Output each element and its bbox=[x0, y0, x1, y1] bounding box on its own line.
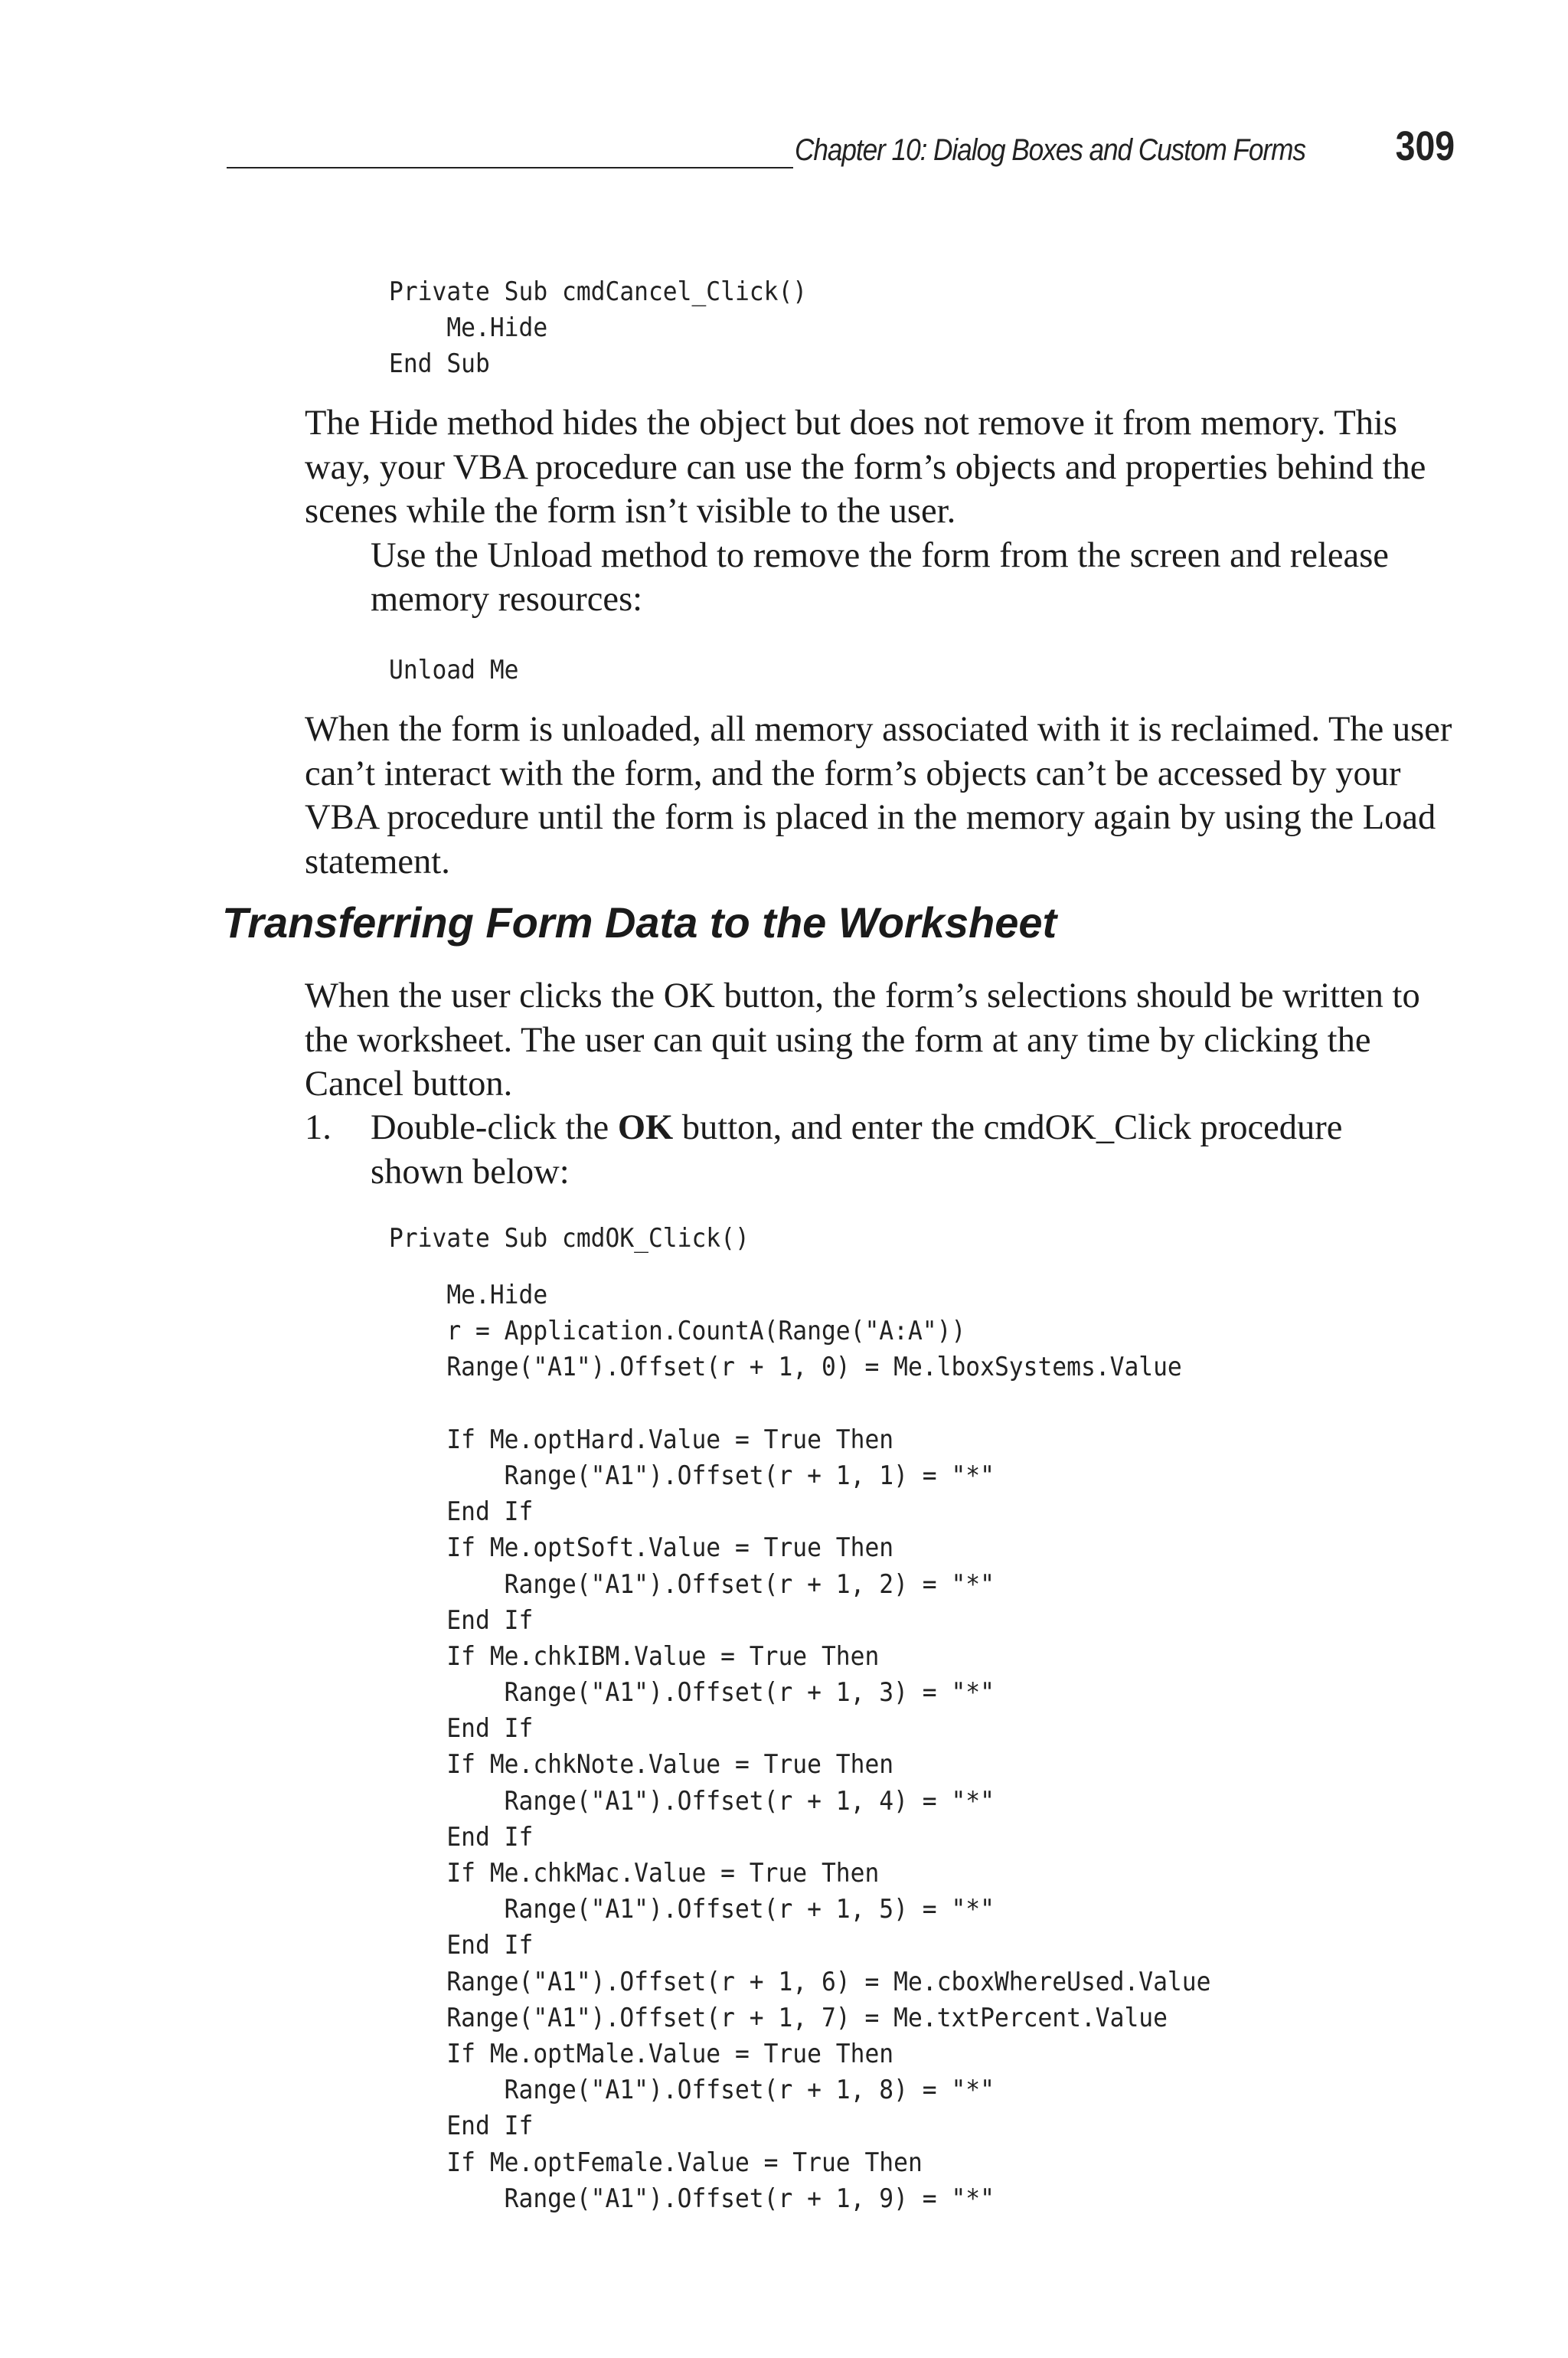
code-line: End Sub bbox=[389, 348, 490, 380]
code-line: End If bbox=[389, 1821, 534, 1853]
paragraph-text: The Hide method hides the object but does not remove it from memory. This way, your VBA procedure can use the form’s objects and properties behind the scenes while the form isn’t visible to the user. bbox=[305, 404, 1426, 531]
step-text-after: button, and enter the cmdOK_Click procedure shown below: bbox=[371, 1108, 1343, 1192]
code-block-cancel bbox=[389, 274, 807, 383]
chapter-title: Chapter 10: Dialog Boxes and Custom Forms bbox=[795, 133, 1305, 167]
code-line: If Me.optFemale.Value = True Then bbox=[389, 2147, 923, 2178]
code-line: If Me.optHard.Value = True Then bbox=[389, 1424, 894, 1455]
code-line: End If bbox=[389, 1930, 534, 1961]
code-line: Private Sub cmdOK_Click() bbox=[389, 1223, 750, 1254]
paragraph-text: When the form is unloaded, all memory associated with it is reclaimed. The user can’t interact with the form, and the form’s objects can’t be accessed by your VBA procedure until the form is placed in the memory again by using the Load statement. bbox=[305, 710, 1452, 881]
code-line: Me.Hide bbox=[389, 312, 548, 344]
header-rule bbox=[227, 167, 793, 168]
code-line: If Me.chkMac.Value = True Then bbox=[389, 1858, 880, 1889]
code-line: If Me.optSoft.Value = True Then bbox=[389, 1532, 894, 1564]
code-line: Range("A1").Offset(r + 1, 5) = "*" bbox=[389, 1894, 995, 1925]
code-line: r = Application.CountA(Range("A:A")) bbox=[389, 1316, 966, 1347]
code-line: Range("A1").Offset(r + 1, 1) = "*" bbox=[389, 1460, 995, 1491]
code-line: Me.Hide bbox=[389, 1280, 548, 1310]
code-line: Range("A1").Offset(r + 1, 9) = "*" bbox=[389, 2183, 995, 2214]
code-line: If Me.optMale.Value = True Then bbox=[389, 2038, 894, 2069]
step-text-bold: OK bbox=[617, 1108, 674, 1147]
code-line: Range("A1").Offset(r + 1, 0) = Me.lboxSystems.Value bbox=[389, 1352, 1182, 1383]
code-line: Unload Me bbox=[389, 655, 519, 685]
code-line: Range("A1").Offset(r + 1, 7) = Me.txtPercent.Value bbox=[389, 2002, 1168, 2033]
code-line: Range("A1").Offset(r + 1, 4) = "*" bbox=[389, 1785, 995, 1817]
step-number: 1. bbox=[305, 1108, 332, 1147]
section-heading: Transferring Form Data to the Worksheet bbox=[222, 898, 1057, 947]
step-text bbox=[371, 1106, 1442, 1194]
code-line: If Me.chkIBM.Value = True Then bbox=[389, 1640, 880, 1672]
code-line: Range("A1").Offset(r + 1, 6) = Me.cboxWhereUsed.Value bbox=[389, 1966, 1211, 1997]
code-block-unload bbox=[389, 652, 518, 688]
running-header bbox=[227, 123, 1459, 172]
code-line: Range("A1").Offset(r + 1, 3) = "*" bbox=[389, 1677, 995, 1709]
page-number: 309 bbox=[1395, 123, 1455, 169]
code-line: End If bbox=[389, 1713, 534, 1745]
code-line: If Me.chkNote.Value = True Then bbox=[389, 1749, 894, 1781]
paragraph-unload bbox=[305, 708, 1468, 884]
code-line: End If bbox=[389, 1604, 534, 1636]
paragraph-hide-method bbox=[305, 401, 1468, 622]
code-line: Range("A1").Offset(r + 1, 8) = "*" bbox=[389, 2075, 995, 2106]
code-block-ok-header bbox=[389, 1221, 750, 1257]
code-line: End If bbox=[389, 2111, 534, 2142]
paragraph-text: Use the Unload method to remove the form from the screen and release memory resources: bbox=[371, 535, 1389, 619]
step-text-before: Double-click the bbox=[371, 1108, 618, 1147]
code-block-ok-body bbox=[389, 1277, 1210, 2217]
paragraph-text: When the user clicks the OK button, the form’s selections should be written to the worksheet. The user can quit using the form at any time by clicking the Cancel button. bbox=[305, 976, 1420, 1104]
code-line: Range("A1").Offset(r + 1, 2) = "*" bbox=[389, 1568, 995, 1600]
code-line: End If bbox=[389, 1496, 534, 1528]
code-line bbox=[389, 1386, 1210, 1422]
paragraph-ok-button bbox=[305, 974, 1468, 1107]
code-line: Private Sub cmdCancel_Click() bbox=[389, 276, 808, 307]
